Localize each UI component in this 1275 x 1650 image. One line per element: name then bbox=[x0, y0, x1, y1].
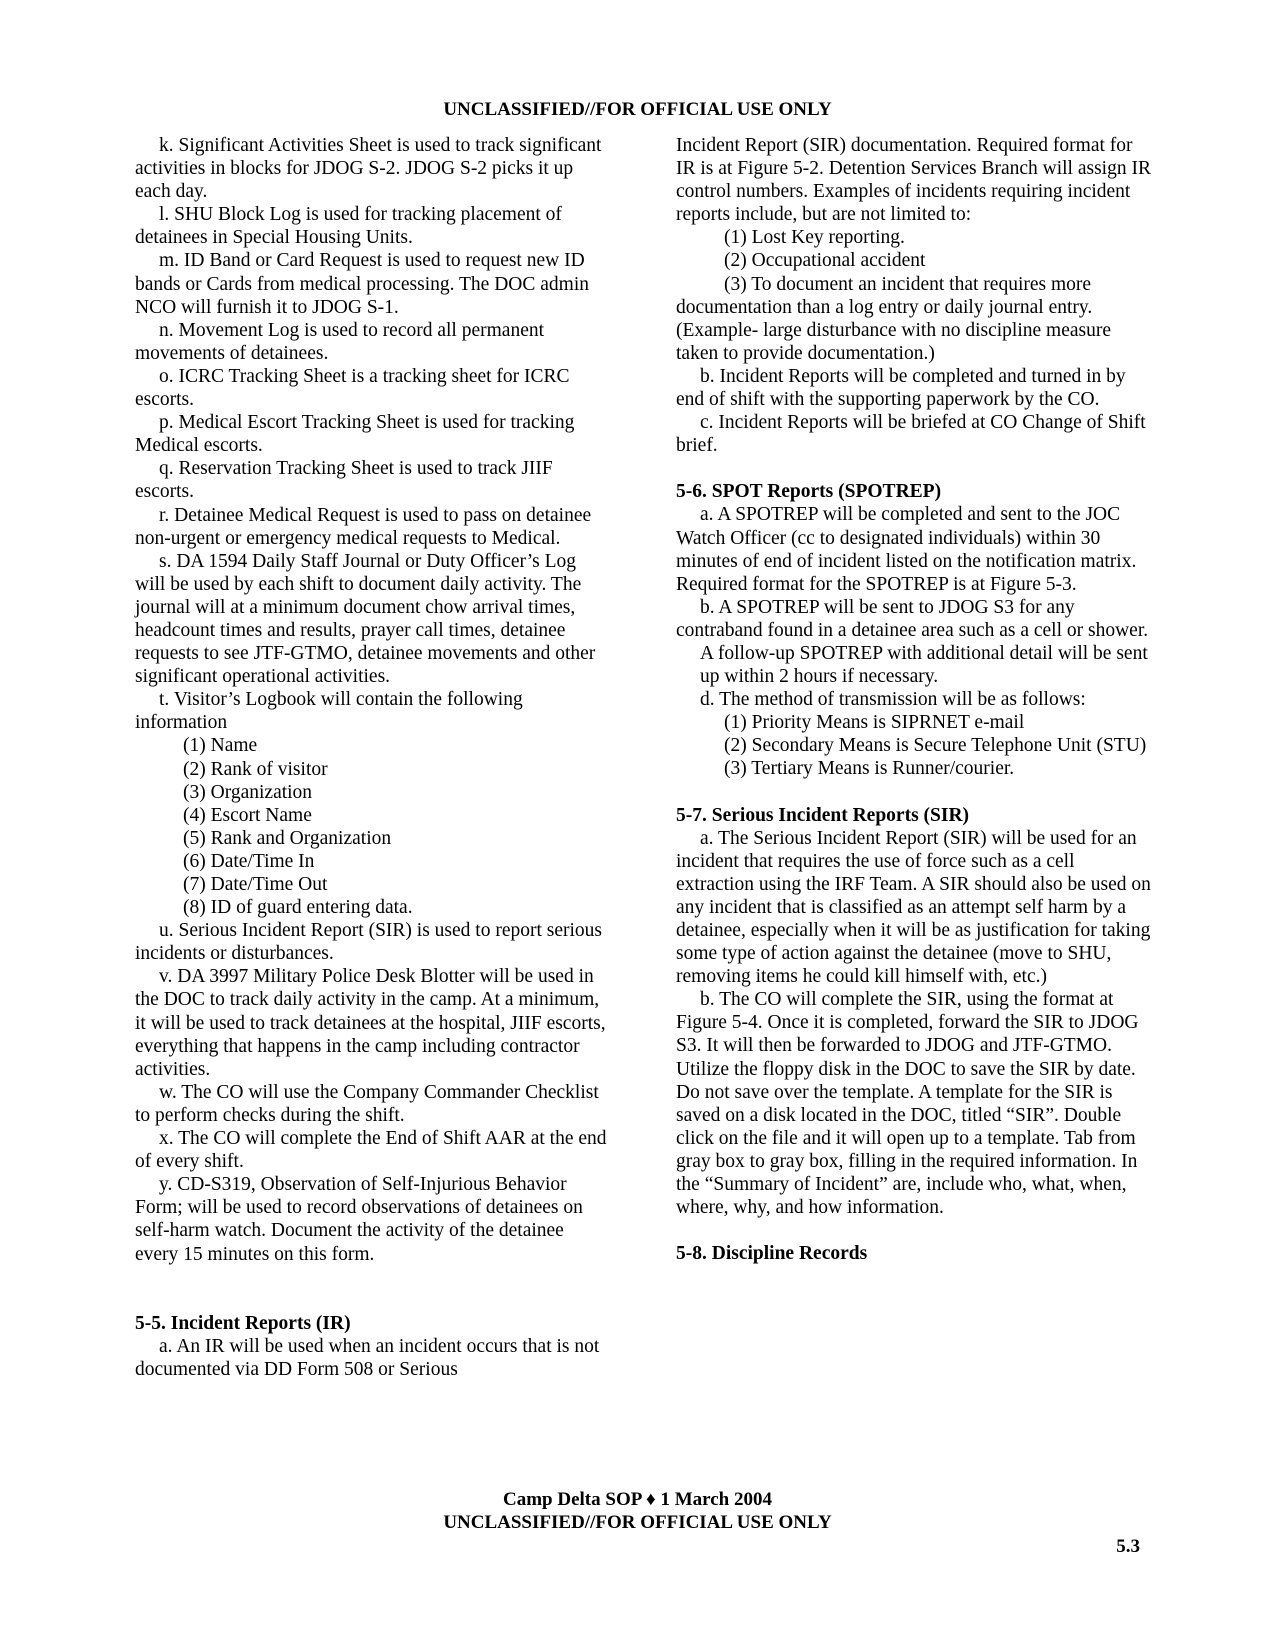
item-r: r. Detainee Medical Request is used to pass on detainee non-urgent or emergency medical requests to Medical. bbox=[135, 504, 592, 549]
item-o: o. ICRC Tracking Sheet is a tracking sheet for ICRC escorts. bbox=[135, 365, 570, 411]
page-footer bbox=[0, 1488, 1275, 1534]
item-n: n. Movement Log is used to record all permanent movements of detainees. bbox=[135, 319, 545, 364]
item-q: q. Reservation Tracking Sheet is used to track JIIF escorts. bbox=[135, 458, 553, 503]
item-p: p. Medical Escort Tracking Sheet is used for tracking Medical escorts. bbox=[135, 412, 575, 457]
visitor-log-field: (8) ID of guard entering data. bbox=[183, 897, 413, 919]
visitor-log-field: (4) Escort Name bbox=[183, 804, 312, 826]
spacer bbox=[135, 1266, 609, 1312]
sir-item-a: a. The Serious Incident Report (SIR) will be used for an incident that requires the use of force such as a cell extraction using the IRF Team. A SIR should also be used on any incident that is classified as an attempt self harm by a detainee, especially when it will be as justification for taking some type of action against the detainee (move to SHU, removing items he could kill himself with, etc.) bbox=[676, 827, 1151, 988]
item-t: t. Visitor’s Logbook will contain the following information bbox=[135, 689, 523, 734]
ir-item-a: a. An IR will be used when an incident occurs that is not documented via DD Form 508 or Serious bbox=[135, 1335, 600, 1380]
visitor-log-field: (1) Name bbox=[183, 735, 258, 757]
ir-item-a-continued: Incident Report (SIR) documentation. Required format for IR is at Figure 5-2. Detention Services Branch will assign IR control numbers. Examples of incidents requiring incident reports include, but are not limited to: bbox=[676, 135, 1151, 226]
visitor-log-field: (6) Date/Time In bbox=[183, 850, 315, 872]
visitor-log-field: (2) Rank of visitor bbox=[183, 758, 328, 780]
footer-classification: UNCLASSIFIED//FOR OFFICIAL USE ONLY bbox=[443, 1512, 832, 1533]
spotrep-item-a: a. A SPOTREP will be completed and sent to the JOC Watch Officer (cc to designated individuals) within 30 minutes of end of incident listed on the notification matrix. Required format for the SPOTREP is at Figure 5-3. bbox=[676, 504, 1137, 595]
ir-example-1: (1) Lost Key reporting. bbox=[724, 227, 905, 249]
spotrep-means-2: (2) Secondary Means is Secure Telephone Unit (STU) bbox=[724, 735, 1147, 757]
item-v: v. DA 3997 Military Police Desk Blotter will be used in the DOC to track daily activity in the camp. At a minimum, it will be used to track detainees at the hospital, JIIF escorts, everything that happens in the camp including contractor activities. bbox=[135, 966, 606, 1080]
right-column bbox=[676, 134, 1152, 1265]
visitor-log-field: (3) Organization bbox=[183, 781, 313, 803]
spacer bbox=[676, 1219, 1152, 1242]
item-y: y. CD-S319, Observation of Self-Injurious Behavior Form; will be used to record observations of detainees on self-harm watch. Document the activity of the detainee every 15 minutes on this form. bbox=[135, 1174, 583, 1265]
item-s: s. DA 1594 Daily Staff Journal or Duty Officer’s Log will be used by each shift to document daily activity. The journal will at a minimum document chow arrival times, headcount times and results, prayer call times, detainee requests to see JTF-GTMO, detainee movements and other significant operational activities. bbox=[135, 550, 596, 688]
section-heading-5-8: 5-8. Discipline Records bbox=[676, 1243, 868, 1265]
spotrep-means-1: (1) Priority Means is SIPRNET e-mail bbox=[724, 712, 1025, 734]
item-u: u. Serious Incident Report (SIR) is used to report serious incidents or disturbances. bbox=[135, 920, 603, 965]
spotrep-item-c: A follow-up SPOTREP with additional detail will be sent up within 2 hours if necessary. bbox=[700, 642, 1148, 688]
sir-item-b: b. The CO will complete the SIR, using the format at Figure 5-4. Once it is completed, forward the SIR to JDOG S3. It will then be forwarded to JDOG and JTF-GTMO. Utilize the floppy disk in the DOC to save the SIR by date. Do not save over the template. A template for the SIR is saved on a disk located in the DOC, titled “SIR”. Double click on the file and it will open up to a template. Tab from gray box to gray box, filling in the required information. In the “Summary of Incident” are, include who, what, when, where, why, and how information. bbox=[676, 989, 1139, 1219]
ir-example-2: (2) Occupational accident bbox=[724, 250, 926, 272]
spacer bbox=[676, 781, 1152, 804]
ir-item-b: b. Incident Reports will be completed and turned in by end of shift with the supporting paperwork by the CO. bbox=[676, 365, 1126, 411]
item-x: x. The CO will complete the End of Shift AAR at the end of every shift. bbox=[135, 1128, 607, 1173]
section-heading-5-7: 5-7. Serious Incident Reports (SIR) bbox=[676, 804, 970, 826]
spotrep-means-3: (3) Tertiary Means is Runner/courier. bbox=[724, 758, 1015, 780]
section-heading-5-6: 5-6. SPOT Reports (SPOTREP) bbox=[676, 481, 942, 503]
item-k: k. Significant Activities Sheet is used to track significant activities in blocks for JDOG S-2. JDOG S-2 picks it up each day. bbox=[135, 135, 602, 203]
footer-document-title: Camp Delta SOP ♦ 1 March 2004 bbox=[503, 1489, 772, 1510]
ir-item-c: c. Incident Reports will be briefed at CO Change of Shift brief. bbox=[676, 412, 1146, 457]
visitor-log-field: (5) Rank and Organization bbox=[183, 827, 392, 849]
ir-example-3: (3) To document an incident that requires more documentation than a log entry or daily journal entry. (Example- large disturbance with no discipline measure taken to provide documentation.) bbox=[676, 273, 1111, 364]
spotrep-item-b: b. A SPOTREP will be sent to JDOG S3 for any contraband found in a detainee area such as a cell or shower. bbox=[676, 596, 1149, 641]
item-l: l. SHU Block Log is used for tracking placement of detainees in Special Housing Units. bbox=[135, 204, 562, 249]
page-number: 5.3 bbox=[1116, 1536, 1140, 1557]
spotrep-item-d: d. The method of transmission will be as follows: bbox=[700, 689, 1086, 711]
spacer bbox=[676, 457, 1152, 480]
visitor-log-field: (7) Date/Time Out bbox=[183, 874, 328, 895]
section-heading-5-5: 5-5. Incident Reports (IR) bbox=[135, 1312, 351, 1334]
item-m: m. ID Band or Card Request is used to request new ID bands or Cards from medical processing. The DOC admin NCO will furnish it to JDOG S-1. bbox=[135, 250, 590, 318]
item-w: w. The CO will use the Company Commander Checklist to perform checks during the shift. bbox=[135, 1081, 599, 1126]
classification-header: UNCLASSIFIED//FOR OFFICIAL USE ONLY bbox=[443, 99, 832, 120]
left-column bbox=[135, 134, 609, 1381]
